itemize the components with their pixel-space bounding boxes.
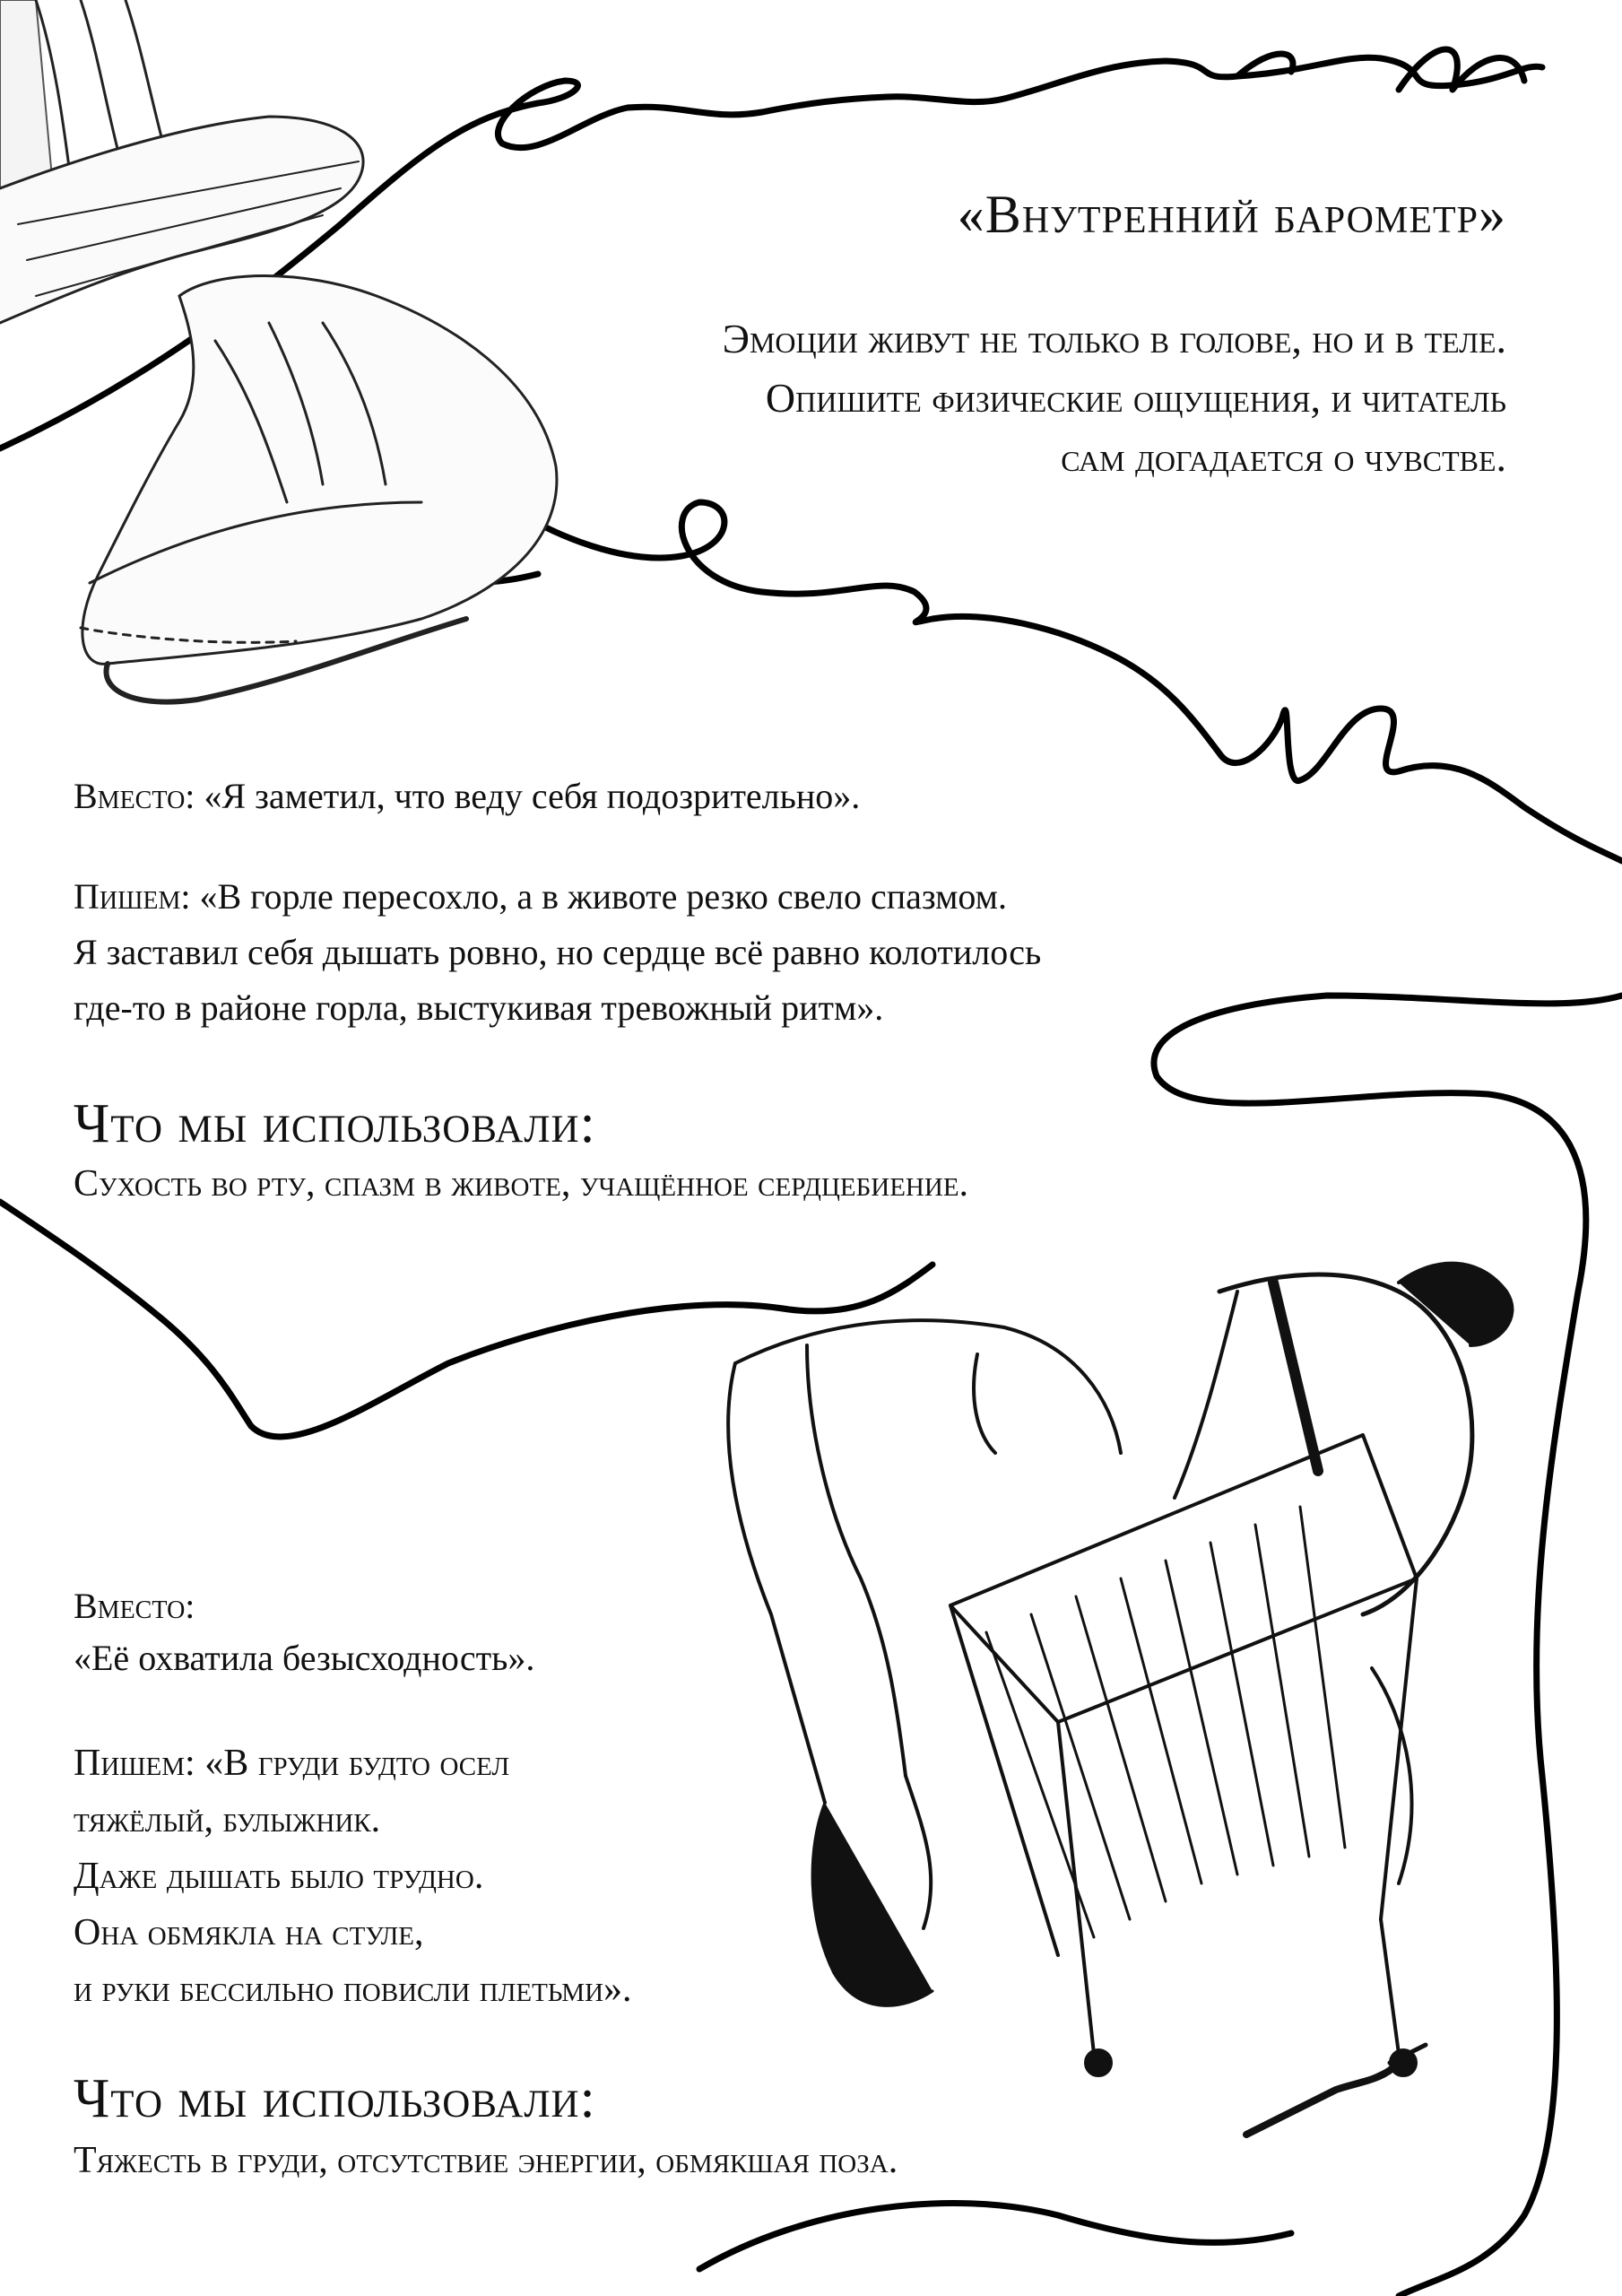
- used-heading-1: Что мы использовали:: [74, 1093, 596, 1154]
- instead-text-2: «Её охватила безысходность».: [74, 1638, 535, 1678]
- used-text-1: Сухость во рту, спазм в животе, учащённое сердцебиение.: [74, 1163, 969, 1205]
- example-1-write: [74, 869, 1041, 1036]
- example-2-write: [74, 1735, 632, 2018]
- used-text-2: Тяжесть в груди, отсутствие энергии, обмякшая поза.: [74, 2140, 898, 2181]
- used-heading-2: Что мы использовали:: [74, 2068, 596, 2129]
- write2-line-2: тяжёлый, булыжник.: [74, 1799, 381, 1840]
- write-line-1: «В горле пересохло, а в животе резко свело спазмом.: [190, 876, 1007, 917]
- instead-text: «Я заметил, что веду себя подозрительно».: [195, 776, 861, 816]
- shoe-sketch: [0, 0, 557, 702]
- man-in-shopping-cart-sketch: [728, 1264, 1512, 2135]
- write2-line-5: и руки бессильно повисли плетьми».: [74, 1969, 632, 2010]
- instead-label: Вместо:: [74, 776, 195, 816]
- example-1-instead: [74, 769, 860, 824]
- instead-label-2: Вместо:: [74, 1586, 195, 1626]
- write2-line-1: Пишем: «В груди будто осел: [74, 1743, 510, 1784]
- write2-line-3: Даже дышать было трудно.: [74, 1856, 484, 1897]
- intro-line-1: Эмоции живут не только в голове, но и в теле.: [722, 316, 1506, 361]
- example-2-instead: [74, 1580, 534, 1684]
- intro-paragraph: [502, 309, 1506, 487]
- intro-line-2: Опишите физические ощущения, и читатель: [765, 375, 1506, 421]
- write-line-3: где-то в районе горла, выстукивая тревожный ритм».: [74, 987, 884, 1028]
- write-line-2: Я заставил себя дышать ровно, но сердце всё равно колотилось: [74, 932, 1042, 972]
- intro-line-3: сам догадается о чувстве.: [1061, 434, 1506, 480]
- write-label: Пишем:: [74, 876, 191, 917]
- write2-line-4: Она обмякла на стуле,: [74, 1912, 424, 1953]
- page-title: «Внутренний барометр»: [957, 185, 1506, 244]
